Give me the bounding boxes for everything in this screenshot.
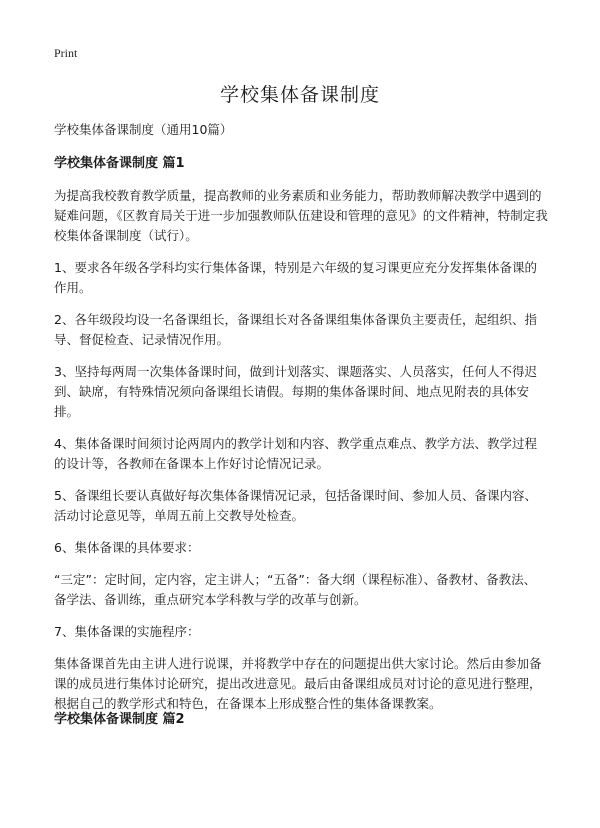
section-heading-1: 学校集体备课制度 篇1 xyxy=(54,156,185,171)
paragraph-item-4: 4、集体备课时间须讨论两周内的教学计划和内容、教学重点难点、教学方法、教学过程的设计等，各教师在备课本上作好讨论情况记录。 xyxy=(54,436,537,471)
paragraph-item-7: 7、集体备课的实施程序： xyxy=(54,624,200,639)
document-subtitle: 学校集体备课制度（通用10篇） xyxy=(54,122,233,137)
paragraph-item-2: 2、各年级段均设一名备课组长，备课组长对各备课组集体备课负主要责任，起组织、指导、督促检查、记录情况作用。 xyxy=(54,312,537,347)
document-body xyxy=(54,120,548,726)
paragraph-item-3: 3、坚持每两周一次集体备课时间，做到计划落实、课题落实、人员落实，任何人不得迟到、缺席，有特殊情况须向备课组长请假。每期的集体备课时间、地点见附表的具体安排。 xyxy=(54,364,537,419)
paragraph-item-6: 6、集体备课的具体要求： xyxy=(54,540,200,555)
print-link[interactable]: Print xyxy=(54,46,78,60)
paragraph-item-5: 5、备课组长要认真做好每次集体备课情况记录，包括备课时间、参加人员、备课内容、活动讨论意见等，单周五前上交教导处检查。 xyxy=(54,488,537,523)
page-title: 学校集体备课制度 xyxy=(219,84,380,106)
paragraph-intro: 为提高我校教育教学质量，提高教师的业务素质和业务能力，帮助教师解决教学中遇到的疑难问题，《区教育局关于进一步加强教师队伍建设和管理的意见》的文件精神，特制定我校集体备课制度（试行）。 xyxy=(54,188,548,243)
section-heading-2: 学校集体备课制度 篇2 xyxy=(54,712,185,727)
paragraph-requirements: “三定”：定时间，定内容，定主讲人；“五备”：备大纲（课程标准）、备教材、备教法、备学法、备训练，重点研究本学科教与学的改革与创新。 xyxy=(54,572,537,607)
paragraph-item-1: 1、要求各年级各学科均实行集体备课，特别是六年级的复习课更应充分发挥集体备课的作用。 xyxy=(54,260,537,295)
paragraph-procedure: 集体备课首先由主讲人进行说课，并将教学中存在的问题提出供大家讨论。然后由参加备课的成员进行集体讨论研究，提出改进意见。最后由备课组成员对讨论的意见进行整理，根据自己的教学形式和特色，在备课本上形成整合性的集体备课教案。 xyxy=(54,656,542,711)
